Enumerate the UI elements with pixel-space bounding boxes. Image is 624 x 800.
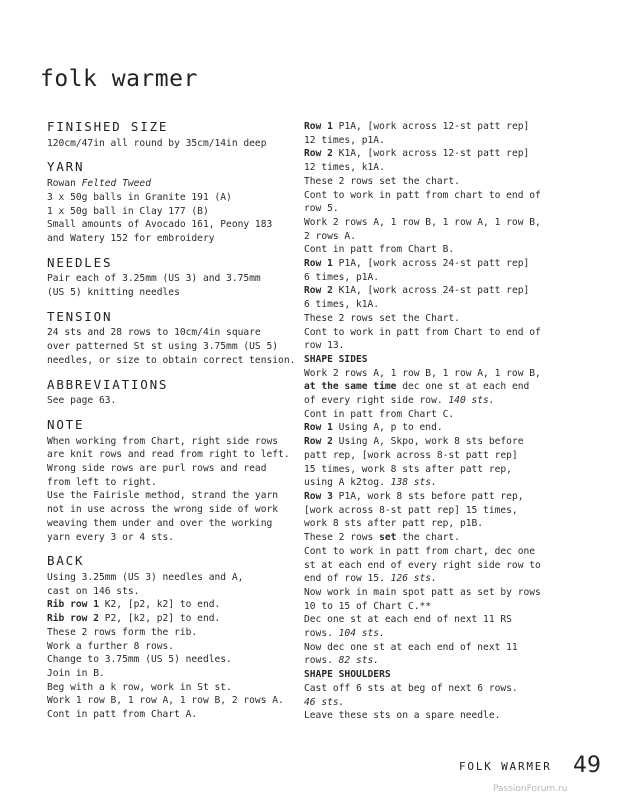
- text-line: Work 2 rows A, 1 row B, 1 row A, 1 row B,: [304, 367, 541, 379]
- note-line: Use the Fairisle method, strand the yarn: [47, 490, 279, 502]
- text-line: Cont to work in patt from Chart to end of: [304, 326, 541, 338]
- note-line: weaving them under and over the working: [47, 517, 273, 529]
- text-line: Dec one st at each end of next 11 RS: [304, 614, 512, 626]
- note-line: yarn every 3 or 4 sts.: [47, 531, 175, 543]
- text-line: rows. 82 sts.: [304, 655, 380, 667]
- abbreviations-heading: ABBREVIATIONS: [47, 376, 169, 392]
- text-line: at the same time dec one st at each end: [304, 381, 530, 393]
- text-line: of every right side row. 140 sts.: [304, 395, 495, 407]
- text-line: Cont in patt from Chart C.: [304, 408, 455, 420]
- back-line: Using 3.25mm (US 3) needles and A,: [47, 571, 244, 583]
- right-column: [304, 120, 544, 723]
- row-instruction-cont: 12 times, k1A.: [304, 162, 385, 174]
- note-line: When working from Chart, right side rows: [47, 435, 279, 447]
- back-line: Work a further 8 rows.: [47, 640, 175, 652]
- abbreviations-line: See page 63.: [47, 395, 117, 407]
- row-instruction-cont: patt rep, [work across 8-st patt rep]: [304, 449, 518, 461]
- note-heading: NOTE: [47, 416, 85, 432]
- text-line: 46 sts.: [304, 696, 345, 708]
- text-line: Cont in patt from Chart B.: [304, 244, 455, 256]
- back-line: cast on 146 sts.: [47, 585, 140, 597]
- text-line: 2 rows A.: [304, 230, 356, 242]
- text-line: Cont to work in patt from chart to end of: [304, 189, 541, 201]
- finished-size-heading: FINISHED SIZE: [47, 119, 169, 134]
- tension-heading: TENSION: [47, 308, 113, 324]
- row-instruction: Row 1 P1A, [work across 24-st patt rep]: [304, 258, 530, 270]
- text-line: st at each end of every right side row to: [304, 559, 541, 571]
- yarn-line: 1 x 50g ball in Clay 177 (B): [47, 205, 209, 217]
- note-line: not in use across the wrong side of work: [47, 504, 279, 516]
- back-line: These 2 rows form the rib.: [47, 626, 198, 638]
- text-line: row 13.: [304, 340, 345, 352]
- row-instruction-cont: 6 times, p1A.: [304, 271, 380, 283]
- yarn-line: Small amounts of Avocado 161, Peony 183: [47, 219, 273, 231]
- back-line: Work 1 row B, 1 row A, 1 row B, 2 rows A.: [47, 695, 284, 707]
- finished-size-text: 120cm/47in all round by 35cm/14in deep: [47, 137, 267, 149]
- text-line: Leave these sts on a spare needle.: [304, 710, 501, 722]
- text-line: rows. 104 sts.: [304, 628, 385, 640]
- note-line: from left to right.: [47, 476, 157, 488]
- text-line: Work 2 rows A, 1 row B, 1 row A, 1 row B,: [304, 216, 541, 228]
- row-instruction-cont: work 8 sts after patt rep, p1B.: [304, 518, 484, 530]
- text-line: end of row 15. 126 sts.: [304, 573, 437, 585]
- row-instruction: Row 1 P1A, [work across 12-st patt rep]: [304, 121, 530, 132]
- back-line: Beg with a k row, work in St st.: [47, 681, 232, 693]
- text-line: Cont to work in patt from chart, dec one: [304, 545, 536, 557]
- text-line: Cast off 6 sts at beg of next 6 rows.: [304, 682, 518, 694]
- note-line: are knit rows and read from right to left.: [47, 449, 290, 461]
- row-instruction: Row 2 Using A, Skpo, work 8 sts before: [304, 436, 524, 448]
- needles-line: (US 5) knitting needles: [47, 287, 180, 299]
- watermark: PassionForum.ru: [493, 784, 568, 794]
- text-line: These 2 rows set the Chart.: [304, 312, 460, 324]
- text-line: These 2 rows set the chart.: [304, 532, 460, 544]
- note-line: Wrong side rows are purl rows and read: [47, 463, 267, 475]
- back-heading: BACK: [47, 553, 85, 569]
- page-title: folk warmer: [40, 66, 198, 92]
- row-instruction: Row 3 P1A, work 8 sts before patt rep,: [304, 490, 524, 502]
- yarn-line: and Watery 152 for embroidery: [47, 232, 215, 244]
- row-instruction-cont: using A k2tog. 138 sts.: [304, 477, 437, 489]
- back-line: Join in B.: [47, 667, 105, 679]
- needles-heading: NEEDLES: [47, 254, 113, 270]
- yarn-heading: YARN: [47, 159, 85, 175]
- text-line: row 5.: [304, 203, 339, 215]
- row-instruction-cont: [work across 8-st patt rep] 15 times,: [304, 504, 518, 516]
- text-line: Now dec one st at each end of next 11: [304, 641, 518, 653]
- back-line: Cont in patt from Chart A.: [47, 709, 198, 721]
- yarn-line: 3 x 50g balls in Granite 191 (A): [47, 191, 232, 203]
- tension-line: 24 sts and 28 rows to 10cm/4in square: [47, 327, 261, 339]
- text-line: These 2 rows set the chart.: [304, 175, 460, 187]
- text-line: Now work in main spot patt as set by rows: [304, 586, 541, 598]
- shape-shoulders-heading: SHAPE SHOULDERS: [304, 669, 391, 681]
- row-instruction-cont: 6 times, k1A.: [304, 299, 380, 311]
- tension-line: needles, or size to obtain correct tension.: [47, 354, 296, 366]
- footer-label: FOLK WARMER: [459, 760, 552, 773]
- row-instruction: Row 1 Using A, p to end.: [304, 422, 443, 434]
- row-instruction: Row 2 K1A, [work across 12-st patt rep]: [304, 148, 530, 160]
- tension-line: over patterned St st using 3.75mm (US 5): [47, 341, 279, 353]
- row-instruction-cont: 15 times, work 8 sts after patt rep,: [304, 463, 512, 475]
- page-number: 49: [573, 753, 601, 778]
- row-instruction: Row 2 K1A, [work across 24-st patt rep]: [304, 285, 530, 297]
- needles-line: Pair each of 3.25mm (US 3) and 3.75mm: [47, 273, 261, 285]
- yarn-line-brand: Rowan Felted Tweed: [47, 178, 151, 190]
- row-instruction-cont: 12 times, p1A.: [304, 134, 385, 146]
- left-column: [47, 120, 295, 722]
- text-line: 10 to 15 of Chart C.**: [304, 600, 432, 612]
- rib-row-2: Rib row 2 P2, [k2, p2] to end.: [47, 613, 221, 625]
- back-line: Change to 3.75mm (US 5) needles.: [47, 654, 232, 666]
- rib-row-1: Rib row 1 K2, [p2, k2] to end.: [47, 599, 221, 611]
- shape-sides-heading: SHAPE SIDES: [304, 353, 368, 365]
